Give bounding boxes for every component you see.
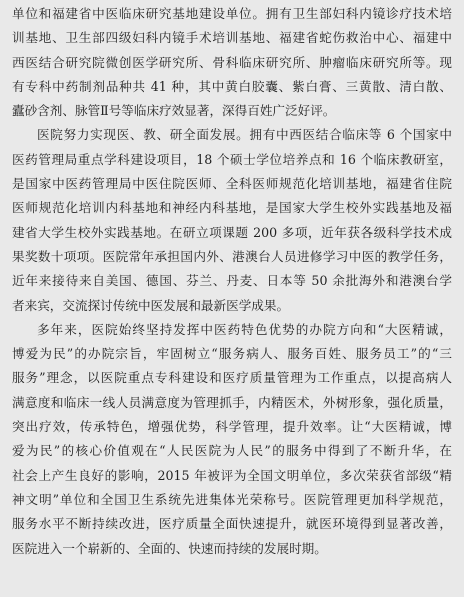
text-line: 有专科中药制剂品种共 41 种，其中黄白胶囊、紫白膏、三黄散、清白散、 (12, 78, 452, 94)
text-line: 社会上产生良好的影响，2015 年被评为全国文明单位，多次荣获省部级“精 (12, 467, 452, 483)
paragraph-pharmacy (12, 2, 452, 123)
text-line: 满意度和临床一线人员满意度为管理抓手，内精医术，外树形象，强化质量， (12, 394, 452, 410)
text-line: 爱为民”的核心价值观在“人民医院为人民”的服务中得到了不断升华，在 (12, 443, 452, 459)
text-line: 近年来接待来自美国、德国、芬兰、丹麦、日本等 50 余批海外和港澳台学 (12, 273, 452, 289)
text-line: 单位和福建省中医临床研究基地建设单位。拥有卫生部妇科内镜诊疗技术培 (12, 6, 452, 21)
text-line: 西医结合研究院微创医学研究所、骨科临床研究所、肿瘤临床研究所等。现 (12, 54, 452, 70)
text-line: 医院进入一个崭新的、全面的、快速而持续的发展时期。 (12, 540, 327, 556)
paragraph-teaching-research (12, 123, 452, 317)
text-line: 医药管理局重点学科建设项目，18 个硕士学位培养点和 16 个临床教研室， (12, 151, 452, 167)
text-line: 突出疗效，传承特色，增强优势，科学管理，提升效率。让“大医精诚，博 (12, 419, 452, 435)
paragraph-development (12, 318, 452, 561)
text-line: 服务水平不断持续改进，医疗质量全面快速提升，就医环境得到显著改善， (12, 516, 452, 532)
text-line: 神文明”单位和全国卫生系统先进集体光荣称号。医院管理更加科学规范， (12, 491, 452, 507)
text-line: 医师规范化培训内科基地和神经内科基地，是国家大学生校外实践基地及福 (12, 200, 452, 216)
text-line: 建省大学生校外实践基地。在研立项课题 200 多项，近年获各级科学技术成 (12, 224, 452, 240)
text-line: 博爱为民”的办院宗旨，牢固树立“服务病人、服务百姓、服务员工”的“三 (12, 346, 452, 362)
text-line: 训基地、卫生部四级妇科内镜手术培训基地、福建省蛇伤救治中心、福建中 (12, 30, 452, 46)
text-line: 服务”理念，以医院重点专科建设和医疗质量管理为工作重点，以提高病人 (12, 370, 452, 386)
text-line: 者来宾，交流探讨传统中医发展和最新医学成果。 (12, 297, 290, 313)
text-line-indented: 多年来，医院始终坚持发挥中医药特色优势的办院方向和“大医精诚， (37, 321, 452, 337)
text-line: 是国家中医药管理局中医住院医师、全科医师规范化培训基地，福建省住院 (12, 176, 452, 192)
text-line: 蠹砂含剂、脉管Ⅱ号等临床疗效显著，深得百姓广泛好评。 (12, 103, 336, 119)
text-line: 果奖数十项项。医院常年承担国内外、港澳台人员进修学习中医的教学任务， (12, 248, 452, 264)
text-line-indented: 医院努力实现医、教、研全面发展。拥有中西医结合临床等 6 个国家中 (37, 127, 452, 143)
